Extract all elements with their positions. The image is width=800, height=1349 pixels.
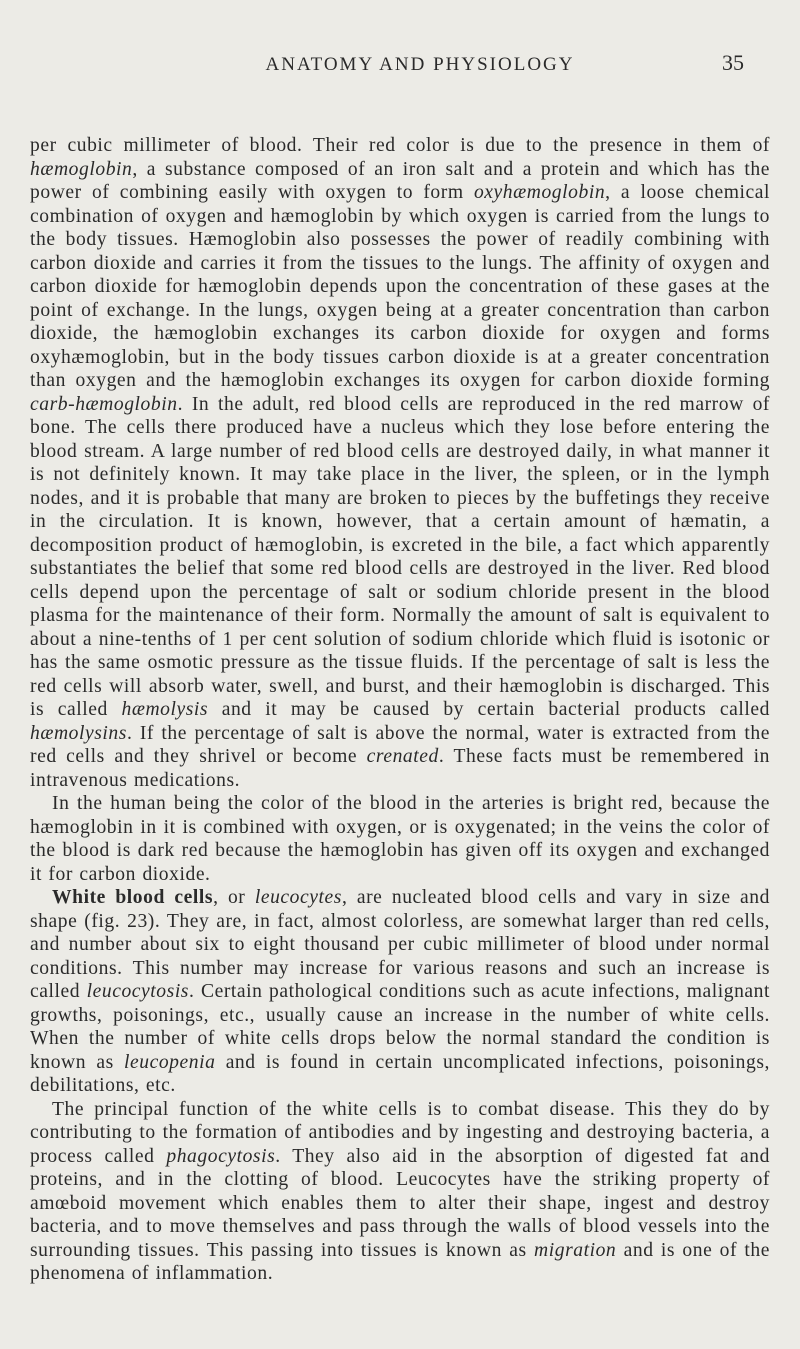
text-run: . In the adult, red blood cells are reproduced in the red marrow of bone. The cells there produced have a nucleus which they lose before entering the blood stream. A large number of red blood cells are destroyed daily, in what manner it is not definitely known. It may take place in the liver, the spleen, or in the lymph nodes, and it is probable that many are broken to pieces by the buffetings they receive in the circulation. It is known, however, that a certain amount of hæmatin, a decomposition product of hæmoglobin, is excreted in the bile, a fact which apparently substantiates the belief that some red blood cells are destroyed in the liver. Red blood cells depend upon the percentage of salt or sodium chloride present in the blood plasma for the maintenance of their form. Normally the amount of salt is equivalent to about a nine-tenths of 1 per cent solution of sodium chloride which fluid is isotonic or has the same osmotic pressure as the tissue fluids. If the percentage of salt is less the red cells will absorb water, swell, and burst, and their hæmoglobin is discharged. This is called: [30, 393, 770, 720]
italic-term: oxyhæmoglobin: [473, 182, 606, 203]
italic-term: leucopenia: [123, 1051, 216, 1073]
paragraph-blood-color: [30, 792, 770, 886]
running-head: ANATOMY AND PHYSIOLOGY: [265, 54, 575, 75]
text-run: and it may be caused by certain bacterial products called: [208, 699, 770, 720]
bold-heading: White blood cells: [52, 887, 214, 908]
paragraph-white-cells: [30, 886, 770, 1098]
italic-term: carb-hæmoglobin: [30, 393, 178, 415]
italic-term: leucocytosis: [86, 981, 189, 1002]
page-header: [30, 44, 770, 84]
italic-term: hæmolysins: [30, 722, 127, 744]
text-run: and is one of the phenomena of inflammation.: [30, 1239, 770, 1284]
text-run: . These facts must be remembered in intravenous medications.: [30, 746, 770, 791]
text-run: . Certain pathological conditions such as acute infections, malignant growths, poisonings, etc., usually cause an increase in the number of white cells. When the number of white cells drops below the normal standard the condition is known as: [30, 981, 771, 1073]
italic-term: hæmoglobin: [30, 158, 133, 180]
text-run: , a loose chemical combination of oxygen and hæmoglobin by which oxygen is carried from the lungs to the body tissues. Hæmoglobin also possesses the power of readily combining with carbon dioxide and carries it from the tissues to the lungs. The affinity of oxygen and carbon dioxide for hæmoglobin depends upon the concentration of these gases at the point of exchange. In the lungs, oxygen being at a greater concentration than carbon dioxide, the hæmoglobin exchanges its carbon dioxide for oxygen and forms oxyhæmoglobin, but in the body tissues carbon dioxide is at a greater concentration than oxygen and the hæmoglobin exchanges its oxygen for carbon dioxide forming: [30, 182, 770, 391]
italic-term: crenated: [366, 746, 439, 767]
italic-term: leucocytes: [254, 887, 342, 908]
text-run: , are nucleated blood cells and vary in size and shape (fig. 23). They are, in fact, almost colorless, are somewhat larger than red cells, and number about six to eight thousand per cubic millimeter of blood under normal conditions. This number may increase for various reasons and such an increase is called: [30, 887, 770, 1002]
paragraph-red-cells: [30, 134, 770, 792]
italic-term: hæmolysis: [121, 699, 209, 720]
text-run: . If the percentage of salt is above the normal, water is extracted from the red cells and they shrivel or become: [30, 722, 770, 767]
text-run: , or: [213, 887, 255, 908]
paragraph-white-cell-function: [30, 1098, 770, 1286]
text-run: and is found in certain uncomplicated infections, poisonings, debilitations, etc.: [30, 1051, 770, 1096]
text-run: . They also aid in the absorption of digested fat and proteins, and in the clotting of blood. Leucocytes have the striking property of amœboid movement which enables them to alter their shape, ingest and destroy bacteria, and to move themselves and pass through the walls of blood vessels into the surrounding tissues. This passing into tissues is known as: [30, 1145, 770, 1261]
text-run: per cubic millimeter of blood. Their red color is due to the presence in them of: [30, 135, 770, 156]
text-run: The principal function of the white cells is to combat disease. This they do by contributing to the formation of antibodies and by ingesting and destroying bacteria, a process called: [30, 1098, 770, 1167]
italic-term: phagocytosis: [166, 1145, 276, 1167]
page-number: 35: [722, 50, 744, 75]
body-text: [30, 134, 770, 1286]
italic-term: migration: [534, 1239, 617, 1261]
text-run: , a substance composed of an iron salt and a protein and which has the power of combining easily with oxygen to form: [30, 158, 770, 203]
text-run: In the human being the color of the blood in the arteries is bright red, because the hæmoglobin in it is combined with oxygen, or is oxygenated; in the veins the color of the blood is dark red because the hæmoglobin has given off its oxygen and exchanged it for carbon dioxide.: [30, 793, 770, 885]
